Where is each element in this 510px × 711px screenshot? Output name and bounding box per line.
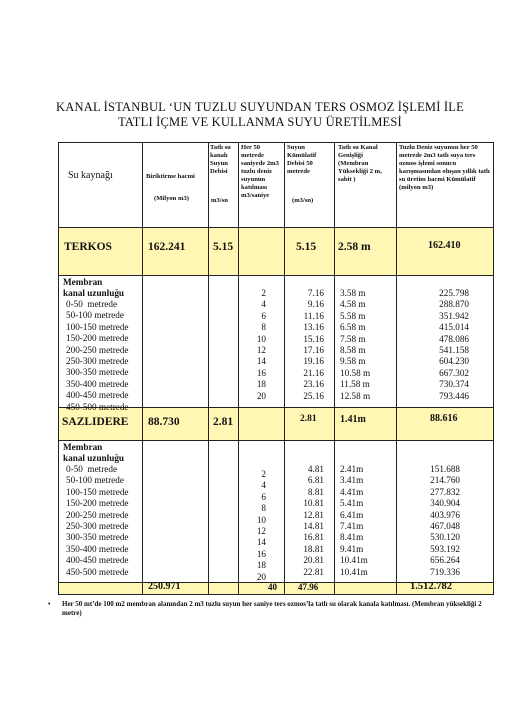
- header-genislik: Tatlı su Kanal Genişliği (Membran Yüksekliği 2 m, sabit ): [338, 144, 382, 183]
- her50-value: 8: [261, 503, 266, 514]
- terkos-row-highlight: [59, 227, 493, 275]
- genislik-value: 5.41m: [340, 498, 364, 509]
- sazlidere-genislik-column: [340, 464, 368, 578]
- kumulatif-value: 20.81: [303, 555, 324, 566]
- sazlidere-uretim: 88.616: [430, 413, 458, 424]
- terkos-divider: [58, 275, 494, 276]
- membran-range: 450-500 metrede: [66, 401, 129, 412]
- her50-value: 20: [256, 390, 266, 401]
- col-divider-4: [284, 142, 285, 595]
- kumulatif-value: 15.16: [303, 333, 324, 344]
- membran-range: 150-200 metrede: [66, 333, 129, 344]
- terkos-kumulatif-column: [290, 288, 324, 402]
- col-divider-2: [208, 142, 209, 595]
- her50-value: 14: [256, 356, 266, 367]
- terkos-ranges-column: [66, 299, 129, 413]
- membran-range: 50-100 metrede: [66, 310, 124, 321]
- kumulatif-value: 14.81: [303, 521, 324, 532]
- terkos-genislik: 2.58 m: [338, 241, 371, 253]
- genislik-value: 6.58 m: [340, 322, 366, 333]
- kumulatif-value: 13.16: [303, 322, 324, 333]
- kumulatif-value: 8.81: [307, 486, 324, 497]
- total-kumulatif: 47.96: [298, 582, 319, 592]
- uretim-value: 415.014: [439, 322, 469, 333]
- her50-value: 8: [261, 322, 266, 333]
- terkos-name: TERKOS: [64, 241, 112, 253]
- sazlidere-kumulatif: 2.81: [300, 414, 317, 424]
- header-biriktirme: Biriktirme hacmi: [146, 173, 195, 180]
- col-divider-3: [238, 142, 239, 595]
- kumulatif-value: 7.16: [307, 288, 324, 298]
- genislik-value: 3.58 m: [340, 288, 366, 298]
- uretim-value: 593.192: [430, 543, 460, 554]
- her50-value: 18: [256, 379, 266, 390]
- genislik-value: 3.41m: [340, 475, 364, 486]
- sazlidere-debi: 2.81: [213, 416, 234, 428]
- her50-value: 4: [261, 299, 266, 310]
- genislik-value: 4.41m: [340, 486, 364, 497]
- table-border-left: [58, 142, 59, 595]
- genislik-value: 10.41m: [340, 566, 368, 577]
- document-title-line2: TATLI İÇME VE KULLANMA SUYU ÜRETİLMESİ: [118, 115, 402, 129]
- uretim-value: 214.760: [430, 475, 460, 486]
- membran-range: 300-350 metrede: [66, 367, 129, 378]
- membran-range: 350-400 metrede: [66, 543, 129, 554]
- her50-value: 10: [256, 333, 266, 344]
- her50-value: 2: [261, 288, 266, 298]
- membran-range: 300-350 metrede: [66, 532, 129, 543]
- her50-value: 2: [261, 469, 266, 479]
- total-hacim: 250.971: [148, 581, 181, 592]
- terkos-genislik-column: [340, 288, 370, 402]
- her50-value: 16: [256, 367, 266, 378]
- terkos-block-title2: kanal uzunluğu: [63, 288, 125, 298]
- terkos-hacim: 162.241: [148, 241, 186, 253]
- genislik-value: 10.58 m: [340, 367, 371, 378]
- table-border-top: [58, 142, 494, 143]
- total-her50: 40: [268, 582, 277, 592]
- kumulatif-value: 22.81: [303, 566, 324, 577]
- uretim-value: 351.942: [439, 310, 469, 321]
- kumulatif-value: 16.81: [303, 532, 324, 543]
- uretim-value: 277.832: [430, 486, 460, 497]
- col-divider-5: [334, 142, 335, 595]
- genislik-value: 9.41m: [340, 543, 364, 554]
- uretim-value: 604.230: [439, 356, 469, 367]
- membran-range: 250-300 metrede: [66, 356, 129, 367]
- sazlidere-genislik: 1.41m: [340, 414, 366, 425]
- kumulatif-value: 12.81: [303, 509, 324, 520]
- membran-range: 0-50 metrede: [66, 464, 118, 474]
- uretim-value: 288.870: [439, 299, 469, 310]
- uretim-value: 225.798: [439, 288, 469, 298]
- membran-range: 350-400 metrede: [66, 378, 129, 389]
- membran-range: 100-150 metrede: [66, 321, 129, 332]
- her50-value: 14: [256, 537, 266, 548]
- her50-value: 4: [261, 480, 266, 491]
- kumulatif-value: 9.16: [307, 299, 324, 310]
- kumulatif-value: 17.16: [303, 345, 324, 356]
- genislik-value: 7.58 m: [340, 333, 366, 344]
- membran-range: 200-250 metrede: [66, 509, 129, 520]
- sazlidere-block-title2: kanal uzunluğu: [63, 453, 125, 463]
- uretim-value: 793.446: [439, 390, 469, 401]
- her50-value: 10: [256, 514, 266, 525]
- header-her50: Her 50 metrede saniyede 2m3 tuzlu deniz suyunun katılması m3/saniye: [241, 144, 279, 199]
- membran-range: 450-500 metrede: [66, 566, 129, 577]
- sazlidere-block-title1: Membran: [63, 442, 103, 452]
- header-divider: [58, 227, 494, 228]
- sazlidere-her50-column: [248, 469, 266, 583]
- membran-range: 50-100 metrede: [66, 475, 124, 486]
- header-tatli-su: Tatlı su kanalı Suyun Debisi: [210, 144, 231, 175]
- kumulatif-value: 19.16: [303, 356, 324, 367]
- header-uretim: Tuzlu Deniz suyunun her 50 metrede 2m3 tatlı suya ters ozmos işlemi sonucu karışmasından oluşan yıllık tatlı su üretim hacmi Kümülatif (milyon m3): [399, 144, 490, 191]
- terkos-her50-column: [248, 288, 266, 402]
- footnote-bullet: •: [48, 600, 51, 608]
- genislik-value: 2.41m: [340, 464, 364, 474]
- her50-value: 12: [256, 345, 266, 356]
- kumulatif-value: 18.81: [303, 543, 324, 554]
- header-kumulatif: Suyun Kümülatif Debisi 50 metrede: [287, 144, 317, 175]
- her50-value: 16: [256, 548, 266, 559]
- terkos-debi: 5.15: [213, 241, 234, 253]
- kumulatif-value: 23.16: [303, 379, 324, 390]
- uretim-value: 403.976: [430, 509, 460, 520]
- genislik-value: 8.58 m: [340, 345, 366, 356]
- membran-range: 200-250 metrede: [66, 344, 129, 355]
- uretim-value: 467.048: [430, 521, 460, 532]
- membran-range: 400-450 metrede: [66, 390, 129, 401]
- terkos-kumulatif: 5.15: [296, 241, 317, 253]
- kumulatif-value: 11.16: [303, 310, 324, 321]
- terkos-block-title1: Membran: [63, 277, 103, 287]
- uretim-value: 730.374: [439, 379, 469, 390]
- sazlidere-name: SAZLIDERE: [62, 416, 129, 428]
- genislik-value: 6.41m: [340, 509, 364, 520]
- footnote: [48, 600, 482, 618]
- uretim-value: 151.688: [430, 464, 460, 474]
- kumulatif-value: 21.16: [303, 367, 324, 378]
- uretim-value: 541.158: [439, 345, 469, 356]
- sazlidere-kumulatif-column: [290, 464, 324, 578]
- header-biriktirme-unit: (Milyon m3): [154, 195, 189, 202]
- terkos-uretim-column: [413, 288, 469, 402]
- membran-range: 0-50 metrede: [66, 299, 118, 309]
- genislik-value: 4.58 m: [340, 299, 366, 310]
- footnote-text: Her 50 mt’de 100 m2 membran alanından 2 m3 tuzlu suyun her saniye ters ozmos’la tatlı su olarak kanala katılması. (Membran yüksekliği 2 metre): [62, 600, 482, 617]
- uretim-value: 656.264: [430, 555, 460, 566]
- genislik-value: 10.41m: [340, 555, 368, 566]
- genislik-value: 11.58 m: [340, 379, 370, 390]
- genislik-value: 9.58 m: [340, 356, 366, 367]
- uretim-value: 340.904: [430, 498, 460, 509]
- her50-value: 6: [261, 310, 266, 321]
- her50-value: 6: [261, 491, 266, 502]
- her50-value: 12: [256, 526, 266, 537]
- kumulatif-value: 4.81: [307, 464, 324, 474]
- membran-range: 250-300 metrede: [66, 521, 129, 532]
- kumulatif-value: 6.81: [307, 475, 324, 486]
- sazlidere-hacim: 88.730: [148, 416, 180, 428]
- membran-range: 100-150 metrede: [66, 486, 129, 497]
- genislik-value: 5.58 m: [340, 310, 366, 321]
- uretim-value: 667.302: [439, 367, 469, 378]
- sazlidere-ranges-column: [66, 464, 129, 578]
- total-uretim: 1.512.782: [410, 581, 452, 592]
- kumulatif-value: 25.16: [303, 390, 324, 401]
- water-table: [58, 142, 494, 594]
- kumulatif-value: 10.81: [303, 498, 324, 509]
- her50-value: 18: [256, 560, 266, 571]
- table-border-right: [493, 142, 494, 595]
- genislik-value: 8.41m: [340, 532, 364, 543]
- col-divider-6: [396, 142, 397, 595]
- uretim-value: 478.086: [439, 333, 469, 344]
- membran-range: 150-200 metrede: [66, 498, 129, 509]
- document-title-line1: KANAL İSTANBUL ‘UN TUZLU SUYUNDAN TERS OSMOZ İŞLEMİ İLE: [56, 100, 464, 114]
- her50-value: 20: [256, 571, 266, 582]
- header-tatli-unit: m3/sn: [211, 197, 228, 204]
- terkos-uretim: 162.410: [428, 240, 461, 251]
- col-divider-1: [142, 142, 143, 595]
- header-kumulatif-unit: (m3/sn): [292, 197, 314, 204]
- table-border-bottom: [58, 594, 494, 595]
- membran-range: 400-450 metrede: [66, 555, 129, 566]
- uretim-value: 719.336: [430, 566, 460, 577]
- sazlidere-uretim-column: [404, 464, 460, 578]
- genislik-value: 7.41m: [340, 521, 364, 532]
- uretim-value: 530.120: [430, 532, 460, 543]
- genislik-value: 12.58 m: [340, 390, 371, 401]
- header-kaynak: Su kaynağı: [68, 170, 113, 181]
- sazlidere-divider: [58, 440, 494, 441]
